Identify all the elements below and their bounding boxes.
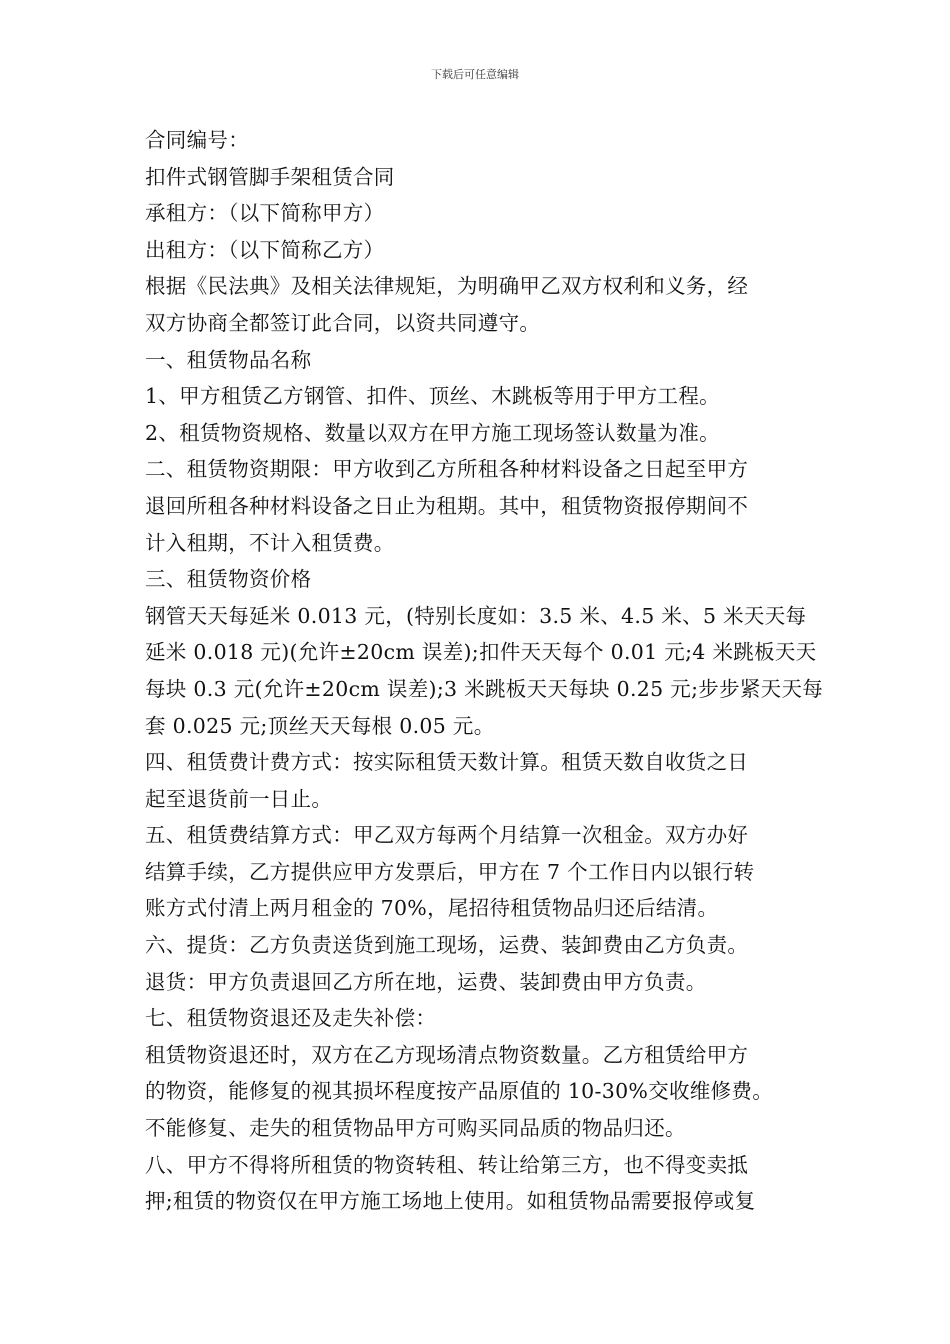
- section-heading: 四、租赁费计费方式：按实际租赁天数计算。租赁天数自收货之日: [145, 750, 749, 775]
- section-heading: 五、租赁费结算方式：甲乙双方每两个月结算一次租金。双方办好: [145, 823, 749, 848]
- text-line: 不能修复、走失的租赁物品甲方可购买同品质的物品归还。: [145, 1116, 686, 1141]
- contract-title: 扣件式钢管脚手架租赁合同: [145, 164, 395, 189]
- section-heading: 八、甲方不得将所租赁的物资转租、转让给第三方，也不得变卖抵: [145, 1152, 749, 1177]
- text-line: 退货：甲方负责退回乙方所在地，运费、装卸费由甲方负责。: [145, 969, 707, 994]
- text-line: 1、甲方租赁乙方钢管、扣件、顶丝、木跳板等用于甲方工程。: [145, 384, 720, 409]
- section-heading: 一、租赁物品名称: [145, 347, 312, 372]
- text-line: 退回所租各种材料设备之日止为租期。其中，租赁物资报停期间不: [145, 493, 749, 518]
- contract-body: [145, 122, 824, 1220]
- text-line: 延米 0.018 元)(允许±20cm 误差);扣件天天每个 0.01 元;4 米跳板天天: [145, 640, 817, 665]
- contract-number-label: 合同编号：: [145, 128, 249, 152]
- text-line: 2、租赁物资规格、数量以双方在甲方施工现场签认数量为准。: [145, 420, 720, 445]
- text-line: 起至退货前一日止。: [145, 786, 333, 811]
- text-line: 押;租赁的物资仅在甲方施工场地上使用。如租赁物品需要报停或复: [145, 1189, 756, 1214]
- text-line: 双方协商全都签订此合同，以资共同遵守。: [145, 310, 541, 335]
- text-line: 套 0.025 元;顶丝天天每根 0.05 元。: [145, 713, 495, 738]
- text-line: 账方式付清上两月租金的 70%，尾招待租赁物品归还后结清。: [145, 896, 719, 921]
- text-line: 结算手续，乙方提供应甲方发票后，甲方在 7 个工作日内以银行转: [145, 859, 755, 884]
- section-heading: 二、租赁物资期限：甲方收到乙方所租各种材料设备之日起至甲方: [145, 457, 749, 482]
- text-line: 钢管天天每延米 0.013 元，(特别长度如：3.5 米、4.5 米、5 米天天每: [145, 603, 807, 628]
- section-heading: 三、租赁物资价格: [145, 567, 312, 592]
- section-heading: 七、租赁物资退还及走失补偿：: [145, 1006, 437, 1031]
- text-line: 计入租期，不计入租赁费。: [145, 530, 395, 555]
- section-heading: 六、提货：乙方负责送货到施工现场，运费、装卸费由乙方负责。: [145, 933, 749, 958]
- page-header-note: 下载后可任意编辑: [431, 68, 519, 81]
- lessee-line: 承租方：（以下简称甲方）: [145, 201, 385, 226]
- text-line: 租赁物资退还时，双方在乙方现场清点物资数量。乙方租赁给甲方: [145, 1042, 749, 1067]
- text-line: 根据《民法典》及相关法律规矩，为明确甲乙双方权利和义务，经: [145, 274, 749, 299]
- lessor-line: 出租方：（以下简称乙方）: [145, 237, 385, 262]
- text-line: 的物资，能修复的视其损坏程度按产品原值的 10-30%交收维修费。: [145, 1079, 773, 1104]
- text-line: 每块 0.3 元(允许±20cm 误差);3 米跳板天天每块 0.25 元;步步紧天天每: [145, 676, 824, 701]
